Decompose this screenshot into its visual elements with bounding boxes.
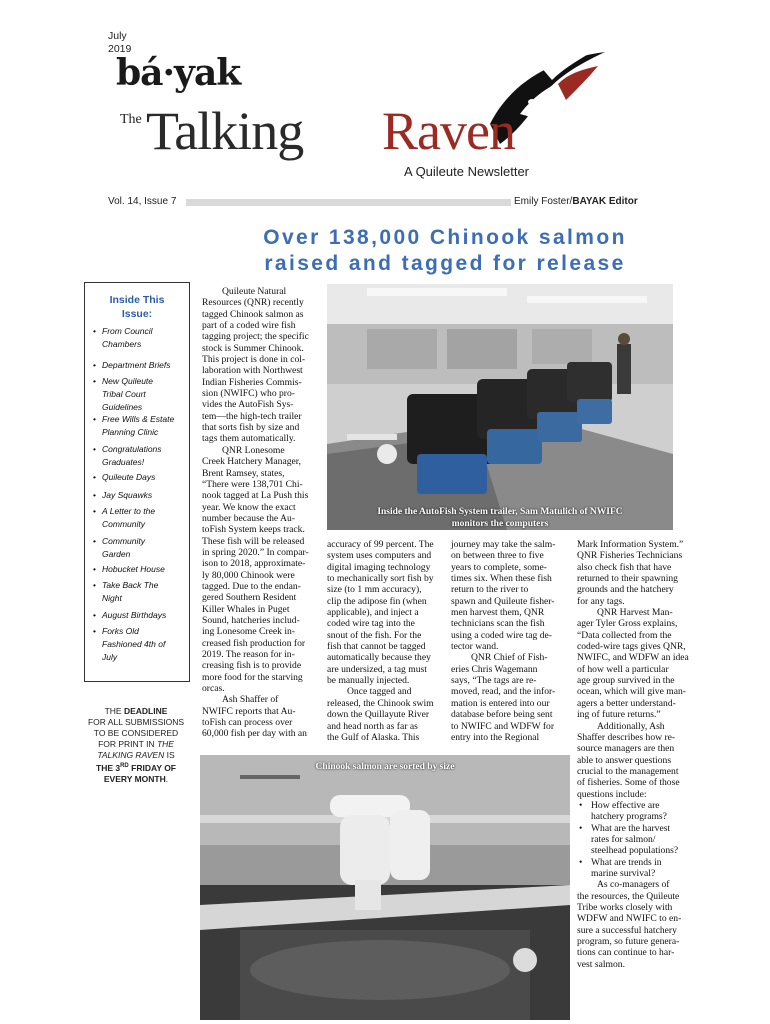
question-item: • What are the harvest rates for salmon/ steelhead populations?: [577, 823, 697, 857]
article-line: source managers are then: [577, 743, 675, 755]
sidebar-item: • Take Back The Night: [93, 579, 187, 605]
article-line: creased fish production for: [202, 637, 306, 649]
sidebar-item-line: Take Back The: [102, 580, 159, 590]
article-line: This project is done in col-: [202, 354, 306, 366]
article-line: tector wand.: [451, 641, 499, 653]
sidebar-item-line: Forks Old: [102, 626, 139, 636]
article-line: Killer Whales in Puget: [202, 603, 290, 615]
article-line: mation is entered into our: [451, 697, 550, 709]
article-line: tagged. Due to the endan-: [202, 580, 301, 592]
sidebar-item: • Hobucket House: [93, 563, 187, 576]
article-line: tagged Chinook salmon as: [202, 308, 304, 320]
sidebar-item-line: New Quileute: [102, 376, 154, 386]
deadline-notice: [84, 706, 188, 785]
sidebar-item-line: From Council: [102, 326, 153, 336]
deadline-p1: THE: [104, 706, 124, 716]
sidebar-item-line: Night: [102, 593, 122, 603]
chinook-sorting-photo: [200, 755, 570, 1020]
article-line: size (to 1 mm accuracy),: [327, 584, 422, 596]
article-line: system uses computers and: [327, 550, 432, 562]
article-line: to mechanically sort fish by: [327, 573, 434, 585]
article-line: Ash Shaffer of: [222, 694, 279, 706]
article-line: clip the adipose fin (when: [327, 595, 427, 607]
article-line: “There were 138,701 Chi-: [202, 478, 303, 490]
question-item: • How effective are hatchery programs?: [577, 800, 697, 823]
masthead-title-raven: Raven: [382, 101, 515, 161]
article-line: Additionally, Ash: [597, 720, 665, 732]
article-line: QNR Lonesome: [222, 444, 285, 456]
headline-line1: Over 138,000 Chinook salmon: [263, 226, 627, 249]
sidebar-item: • Jay Squawks: [93, 489, 187, 502]
sidebar-item-line: Fashioned 4th of: [102, 639, 166, 649]
photo2-caption: Chinook salmon are sorted by size: [315, 762, 455, 772]
deadline-bold2b: FRIDAY OF EVERY MONTH: [103, 762, 176, 784]
sidebar-title: [85, 293, 189, 321]
article-line: of fisheries. Some of those: [577, 777, 680, 789]
sidebar-item-line: Garden: [102, 549, 131, 559]
editor-role: BAYAK Editor: [572, 196, 638, 207]
deadline-bold2a: THE 3: [96, 762, 121, 773]
photo1-caption: [327, 506, 673, 530]
question-line: hatchery programs?: [591, 811, 667, 823]
article-line: Quileute Natural: [222, 286, 287, 297]
article-line: coded wire tag into the: [327, 618, 415, 630]
sidebar-item-line: Tribal Court: [102, 389, 146, 399]
article-line: in spring 2020.” In compar-: [202, 546, 309, 558]
article-line: to NWIFC and WDFW for: [451, 720, 555, 732]
question-line: What are trends in: [591, 856, 662, 868]
issue-month: July: [108, 30, 127, 42]
article-column-1: [202, 286, 322, 740]
article-line: sion (NWIFC) who pro-: [202, 388, 295, 400]
article-line: also check fish that have: [577, 561, 672, 573]
sidebar-item: • From Council Chambers: [93, 325, 187, 351]
article-line: of how well a particular: [577, 663, 669, 675]
article-line: NWIFC reports that Au-: [202, 705, 296, 717]
sidebar-title-line2: Issue:: [121, 308, 153, 320]
article-line: ocean, which will give man-: [577, 686, 686, 698]
article-line: technicians scan the fish: [451, 618, 545, 630]
question-line: marine survival?: [591, 867, 656, 879]
masthead-title-talking: Talking: [146, 101, 304, 161]
sidebar-item: • A Letter to the Community: [93, 505, 187, 531]
article-line: program, so future genera-: [577, 936, 680, 948]
sidebar-item: • Forks Old Fashioned 4th of July: [93, 625, 187, 664]
article-column-3: [451, 539, 571, 743]
questions-list: [577, 800, 697, 879]
editor-credit: [514, 196, 638, 207]
article-line: years to complete, some-: [451, 561, 547, 573]
article-line: moved, read, and the infor-: [451, 686, 556, 698]
article-line: return to the river to: [451, 584, 529, 596]
masthead-subtitle: A Quileute Newsletter: [404, 164, 530, 179]
article-line: laboration with Northwest: [202, 365, 303, 377]
article-headline: [200, 225, 690, 277]
question-line: What are the harvest: [591, 822, 671, 834]
masthead-rule: [186, 199, 511, 206]
article-line: eries Chris Wagemann: [451, 663, 538, 675]
article-line: fish that cannot be tagged: [327, 641, 426, 653]
sidebar-item: • Congratulations Graduates!: [93, 443, 187, 469]
article-line: Creek Hatchery Manager,: [202, 456, 301, 468]
article-line: be manually injected.: [327, 675, 410, 687]
sidebar-item-line: Quileute Days: [102, 472, 156, 482]
question-line: rates for salmon/: [591, 833, 656, 845]
sidebar-item-line: Planning Clinic: [102, 427, 159, 437]
article-column-4-top: [577, 539, 697, 800]
article-line: 60,000 fish per day with an: [202, 728, 307, 740]
issue-year: 2019: [108, 43, 132, 55]
article-line: tem—the high-tech trailer: [202, 410, 302, 422]
article-line: creasing fish is to provide: [202, 660, 302, 672]
article-line: that sorts fish by size and: [202, 422, 300, 434]
article-line: QNR Fisheries Technicians: [577, 550, 683, 562]
article-line: snout of the fish. For the: [327, 629, 422, 641]
article-line: tags them automatically.: [202, 433, 296, 445]
article-line: crucial to the management: [577, 765, 679, 777]
photo1-caption-line1: Inside the AutoFish System trailer, Sam Matulich of NWIFC: [377, 507, 623, 517]
article-line: men harvest them, QNR: [451, 607, 545, 619]
article-line: are undersized, a tag must: [327, 663, 427, 675]
article-line: QNR Chief of Fish-: [471, 652, 548, 664]
article-line: ison to 2018, approximate-: [202, 558, 306, 570]
sidebar-item-line: August Birthdays: [102, 610, 167, 620]
article-column-4-bottom: [577, 879, 697, 970]
article-line: WDFW and NWIFC to en-: [577, 913, 682, 925]
sorting-photo-illustration: [200, 755, 570, 1020]
article-line: sure a successful hatchery: [577, 924, 677, 936]
autofish-trailer-photo: [327, 284, 673, 530]
article-line: “Data collected from the: [577, 629, 672, 641]
deadline-bold1: DEADLINE: [123, 706, 168, 716]
article-line: Tribe works closely with: [577, 902, 673, 913]
question-line: steelhead populations?: [591, 845, 679, 857]
sidebar-item: • New Quileute Tribal Court Guidelines: [93, 375, 187, 414]
article-line: the resources, the Quileute: [577, 890, 680, 902]
sidebar-item-line: Chambers: [102, 339, 142, 349]
article-line: These fish will be released: [202, 535, 305, 547]
article-column-4: [577, 539, 697, 970]
article-line: digital imaging technology: [327, 561, 431, 573]
article-line: times six. When these fish: [451, 573, 552, 585]
sidebar-item-line: Jay Squawks: [102, 490, 153, 500]
article-line: orcas.: [202, 683, 225, 695]
volume-issue: Vol. 14, Issue 7: [108, 196, 177, 207]
article-line: Shaffer describes how re-: [577, 731, 676, 743]
sidebar-item: • Free Wills & Estate Planning Clinic: [93, 413, 187, 439]
deadline-end: .: [165, 773, 169, 784]
article-line: toFish System keeps track.: [202, 524, 305, 536]
article-line: on between three to five: [451, 550, 544, 562]
article-line: Mark Information System.”: [577, 539, 684, 550]
question-item: • What are trends in marine survival?: [577, 857, 697, 880]
article-line: vest salmon.: [577, 958, 625, 970]
inside-this-issue-box: [84, 282, 190, 682]
article-line: age group survived in the: [577, 675, 675, 687]
photo1-caption-line2: monitors the computers: [451, 519, 549, 529]
article-line: down the Quillayute River: [327, 709, 430, 721]
article-line: the Gulf of Alaska. This: [327, 731, 420, 743]
deadline-p2: FOR ALL SUBMISSIONS TO BE CONSIDERED FOR PRINT IN: [87, 717, 185, 749]
article-line: journey may take the salm-: [451, 539, 556, 550]
sidebar-item: • August Birthdays: [93, 609, 187, 622]
sidebar-item: • Community Garden: [93, 535, 187, 561]
article-line: 2019. The reason for in-: [202, 649, 295, 660]
article-line: for any tags.: [577, 595, 625, 607]
article-line: grounds and the hatchery: [577, 584, 674, 596]
bayak-logo-text: bá·yak: [116, 52, 241, 94]
article-line: more food for the starving: [202, 671, 303, 683]
sidebar-item-line: Guidelines: [102, 402, 143, 412]
article-line: accuracy of 99 percent. The: [327, 539, 434, 550]
article-line: Brent Ramsey, states,: [202, 467, 285, 479]
article-line: vides the AutoFish Sys-: [202, 399, 294, 411]
deadline-italic: THE TALKING RAVEN: [97, 739, 174, 760]
sidebar-item-line: Congratulations: [102, 444, 162, 454]
sidebar-title-line1: Inside This: [109, 294, 165, 306]
sidebar-item-line: Graduates!: [102, 457, 145, 467]
article-line: ager Tyler Gross explains,: [577, 618, 678, 630]
masthead-the: The: [120, 112, 142, 127]
article-line: number because the Au-: [202, 512, 295, 524]
article-line: NWIFC, and WDFW an idea: [577, 652, 689, 664]
article-line: toFish can process over: [202, 717, 293, 729]
article-line: database before being sent: [451, 709, 553, 721]
article-line: questions include:: [577, 788, 647, 800]
article-line: part of a coded wire fish: [202, 320, 296, 332]
article-column-2: [327, 539, 447, 743]
article-line: gered Southern Resident: [202, 592, 297, 604]
sidebar-item: • Quileute Days: [93, 471, 187, 484]
article-line: says, “The tags are re-: [451, 675, 537, 687]
article-line: agers a better understand-: [577, 697, 676, 709]
article-line: year. We know the exact: [202, 501, 296, 513]
sidebar-item-line: Community: [102, 519, 145, 529]
article-line: Once tagged and: [347, 686, 412, 698]
article-line: Sound, hatcheries includ-: [202, 614, 300, 626]
question-line: How effective are: [591, 799, 660, 811]
editor-name: Emily Foster/: [514, 196, 573, 207]
article-line: and head north as far as: [327, 720, 418, 732]
autofish-photo-illustration: [327, 284, 673, 530]
sidebar-item-line: Community: [102, 536, 145, 546]
article-line: Resources (QNR) recently: [202, 297, 304, 309]
article-line: automatically because they: [327, 652, 431, 664]
article-line: applicable), and inject a: [327, 607, 419, 619]
sidebar-item-line: July: [102, 652, 118, 662]
article-line: stock is Summer Chinook.: [202, 342, 304, 354]
sidebar-item-line: Hobucket House: [102, 564, 165, 574]
article-line: using a coded wire tag de-: [451, 629, 552, 641]
article-line: As co-managers of: [597, 879, 670, 891]
article-line: ing Lonesome Creek in-: [202, 626, 295, 638]
article-line: tagging project; the specific: [202, 331, 309, 343]
article-line: QNR Harvest Man-: [597, 607, 673, 619]
sidebar-item-line: A Letter to the: [102, 506, 156, 516]
article-line: spawn and Quileute fisher-: [451, 595, 555, 607]
article-line: entry into the Regional: [451, 731, 540, 743]
article-line: tions can continue to har-: [577, 947, 675, 959]
article-line: released, the Chinook swim: [327, 697, 434, 709]
deadline-p3: IS: [164, 750, 175, 760]
headline-line2: raised and tagged for release: [264, 252, 626, 275]
article-line: ing of future returns.”: [577, 709, 661, 721]
article-line: nook tagged at La Push this: [202, 490, 309, 502]
deadline-sup: RD: [120, 763, 129, 769]
article-line: able to answer questions: [577, 754, 672, 766]
article-line: Indian Fisheries Commis-: [202, 376, 302, 388]
sidebar-item-line: Department Briefs: [102, 360, 171, 370]
article-line: coded-wire tags gives QNR,: [577, 641, 686, 653]
article-line: ly 80,000 Chinook were: [202, 569, 295, 581]
article-line: returned to their spawning: [577, 573, 678, 585]
sidebar-item: • Department Briefs: [93, 359, 187, 372]
sidebar-item-line: Free Wills & Estate: [102, 414, 175, 424]
